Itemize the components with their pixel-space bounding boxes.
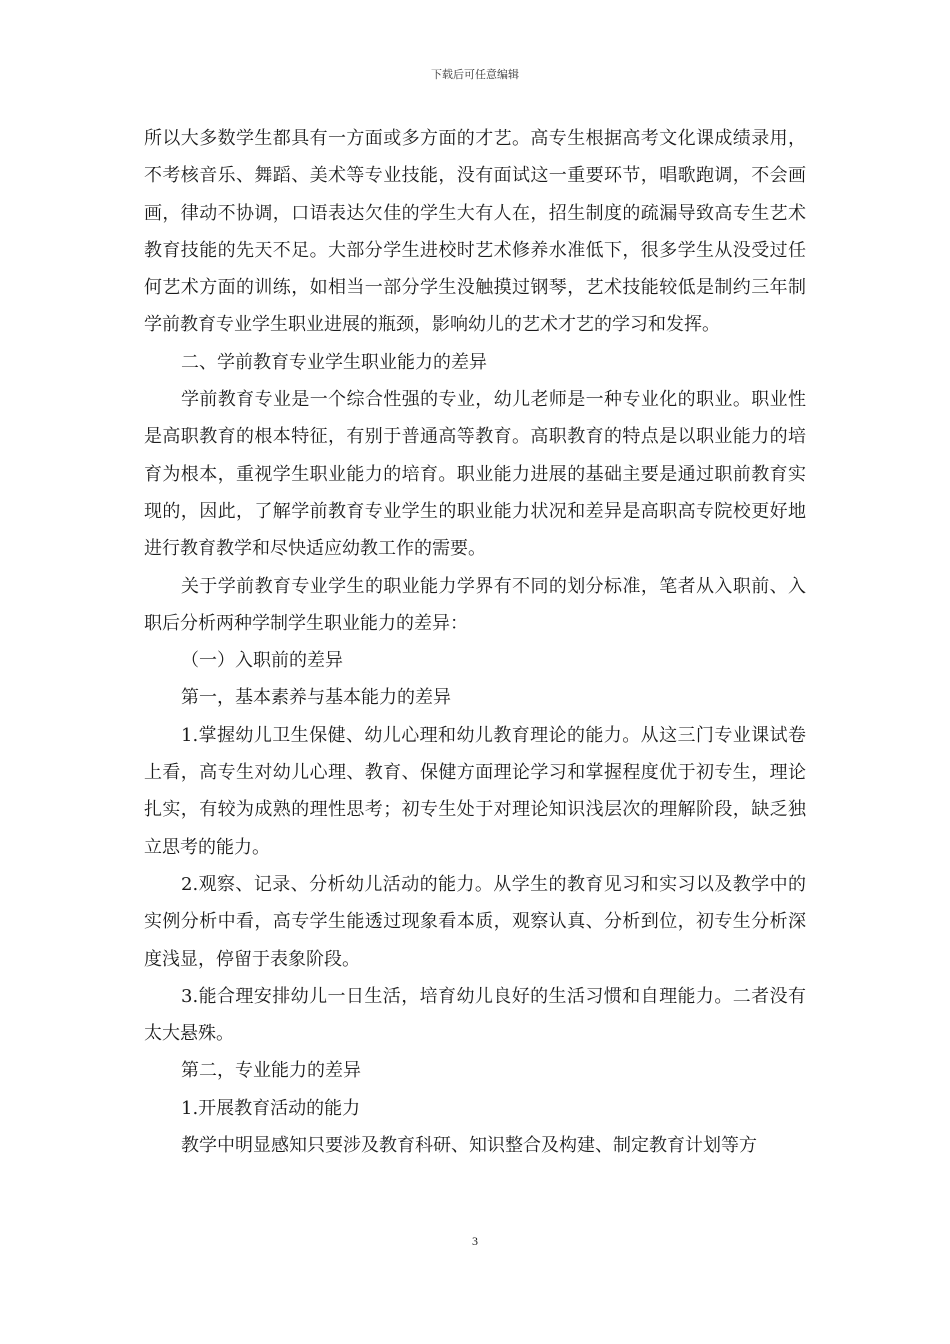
- section-heading: 二、学前教育专业学生职业能力的差异: [181, 351, 487, 373]
- paragraph: 关于学前教育专业学生的职业能力学界有不同的划分标准，笔者从入职前、入职后分析两种学制学生职业能力的差异：: [144, 575, 806, 634]
- list-item: 3.能合理安排幼儿一日生活，培育幼儿良好的生活习惯和自理能力。二者没有太大悬殊。: [144, 985, 806, 1045]
- list-item: 1.掌握幼儿卫生保健、幼儿心理和幼儿教育理论的能力。从这三门专业课试卷上看，高专生对幼儿心理、教育、保健方面理论学习和掌握程度优于初专生，理论扎实，有较为成熟的理性思考；初专生处于对理论知识浅层次的理解阶段，缺乏独立思考的能力。: [144, 724, 806, 858]
- subsection-heading: 第二，专业能力的差异: [181, 1060, 361, 1082]
- paragraph: 所以大多数学生都具有一方面或多方面的才艺。高专生根据高考文化课成绩录用，不考核音乐、舞蹈、美术等专业技能，没有面试这一重要环节，唱歌跑调，不会画画，律动不协调，口语表达欠佳的学生大有人在，招生制度的疏漏导致高专生艺术教育技能的先天不足。大部分学生进校时艺术修养水准低下，很多学生从没受过任何艺术方面的训练，如相当一部分学生没触摸过钢琴，艺术技能较低是制约三年制学前教育专业学生职业进展的瓶颈，影响幼儿的艺术才艺的学习和发挥。: [144, 128, 806, 336]
- paragraph: 教学中明显感知只要涉及教育科研、知识整合及构建、制定教育计划等方: [181, 1135, 757, 1157]
- subsection-heading: 第一，基本素养与基本能力的差异: [181, 687, 451, 709]
- page-header: 下载后可任意编辑: [431, 68, 519, 81]
- list-item: 2.观察、记录、分析幼儿活动的能力。从学生的教育见习和实习以及教学中的实例分析中看，高专学生能透过现象看本质，观察认真、分析到位，初专生分析深度浅显，停留于表象阶段。: [144, 873, 806, 970]
- document-body: [144, 120, 806, 1164]
- list-item: 1.开展教育活动的能力: [181, 1097, 361, 1119]
- page-number: 3: [472, 1234, 478, 1248]
- subsection-heading: （一）入职前的差异: [181, 650, 343, 672]
- paragraph: 学前教育专业是一个综合性强的专业，幼儿老师是一种专业化的职业。职业性是高职教育的根本特征，有别于普通高等教育。高职教育的特点是以职业能力的培育为根本，重视学生职业能力的培育。职业能力进展的基础主要是通过职前教育实现的，因此，了解学前教育专业学生的职业能力状况和差异是高职高专院校更好地进行教育教学和尽快适应幼教工作的需要。: [144, 389, 806, 560]
